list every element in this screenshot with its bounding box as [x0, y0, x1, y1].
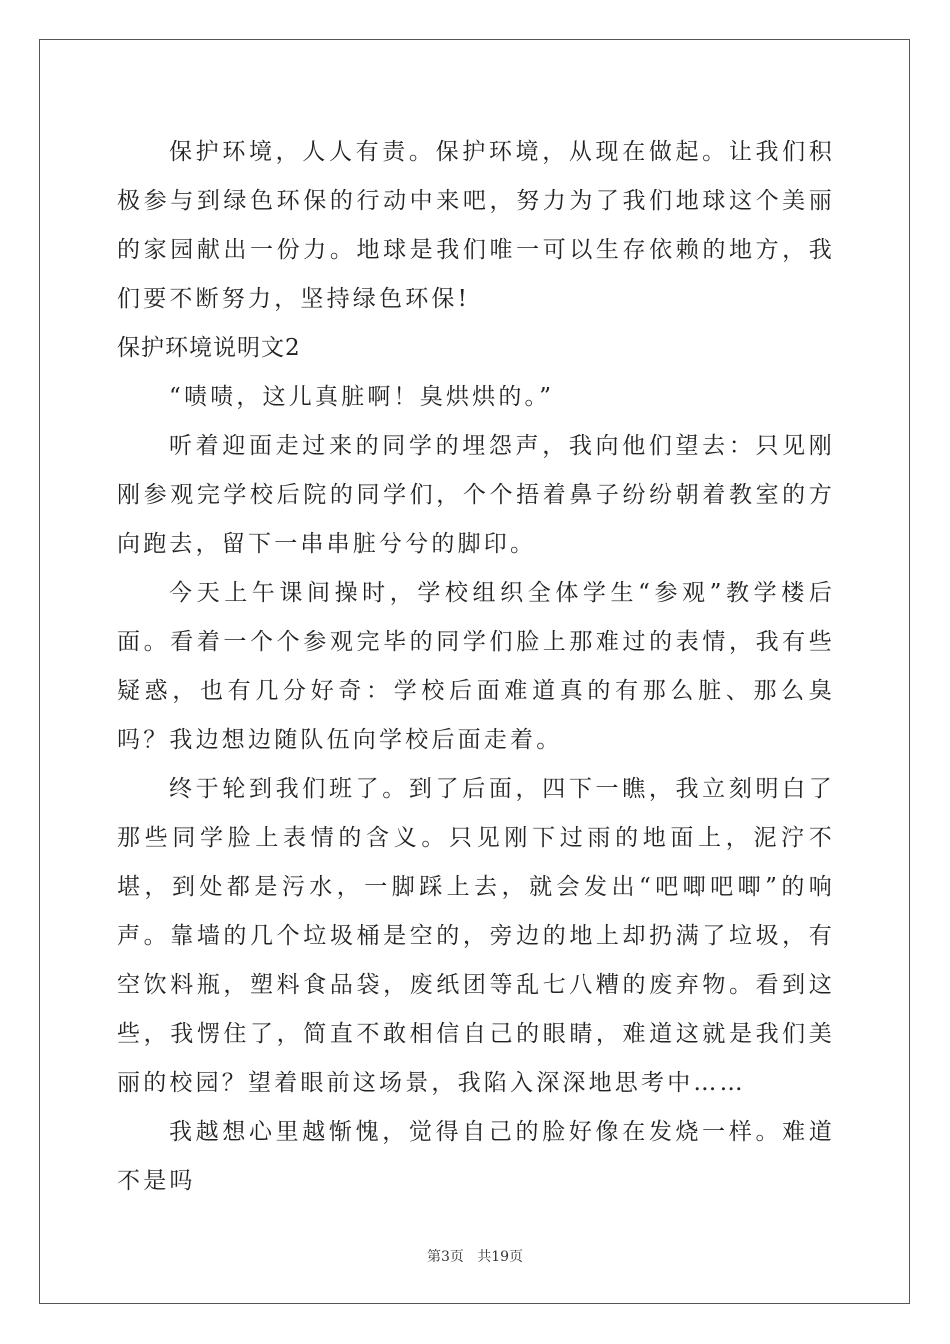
document-body	[117, 128, 835, 1206]
paragraph-reflection: 我越想心里越惭愧，觉得自己的脸好像在发烧一样。难道不是吗	[117, 1119, 835, 1194]
paragraph-quote: “啧啧，这儿真脏啊！臭烘烘的。”	[169, 384, 555, 410]
paragraph-complaint: 听着迎面走过来的同学的埋怨声，我向他们望去：只见刚刚参观完学校后院的同学们，个个捂着鼻子纷纷朝着教室的方向跑去，留下一串串脏兮兮的脚印。	[117, 433, 835, 557]
paragraph-scene: 终于轮到我们班了。到了后面，四下一瞧，我立刻明白了那些同学脸上表情的含义。只见刚下过雨的地面上，泥泞不堪，到处都是污水，一脚踩上去，就会发出“吧唧吧唧”的响声。靠墙的几个垃圾桶是空的，旁边的地上却扔满了垃圾，有空饮料瓶，塑料食品袋，废纸团等乱七八糟的废弃物。看到这些，我愣住了，简直不敢相信自己的眼睛，难道这就是我们美丽的校园？望着眼前这场景，我陷入深深地思考中……	[117, 776, 835, 1096]
paragraph-morning-visit: 今天上午课间操时，学校组织全体学生“参观”教学楼后面。看着一个个参观完毕的同学们脸上那难过的表情，我有些疑惑，也有几分好奇：学校后面难道真的有那么脏、那么臭吗？我边想边随队伍向学校后面走着。	[117, 580, 835, 753]
paragraph-closing-appeal: 保护环境，人人有责。保护环境，从现在做起。让我们积极参与到绿色环保的行动中来吧，努力为了我们地球这个美丽的家园献出一份力。地球是我们唯一可以生存依赖的地方，我们要不断努力，坚持绿色环保!	[117, 139, 835, 312]
section-heading: 保护环境说明文2	[117, 335, 301, 361]
page-footer: 第3页 共19页	[426, 1249, 524, 1265]
